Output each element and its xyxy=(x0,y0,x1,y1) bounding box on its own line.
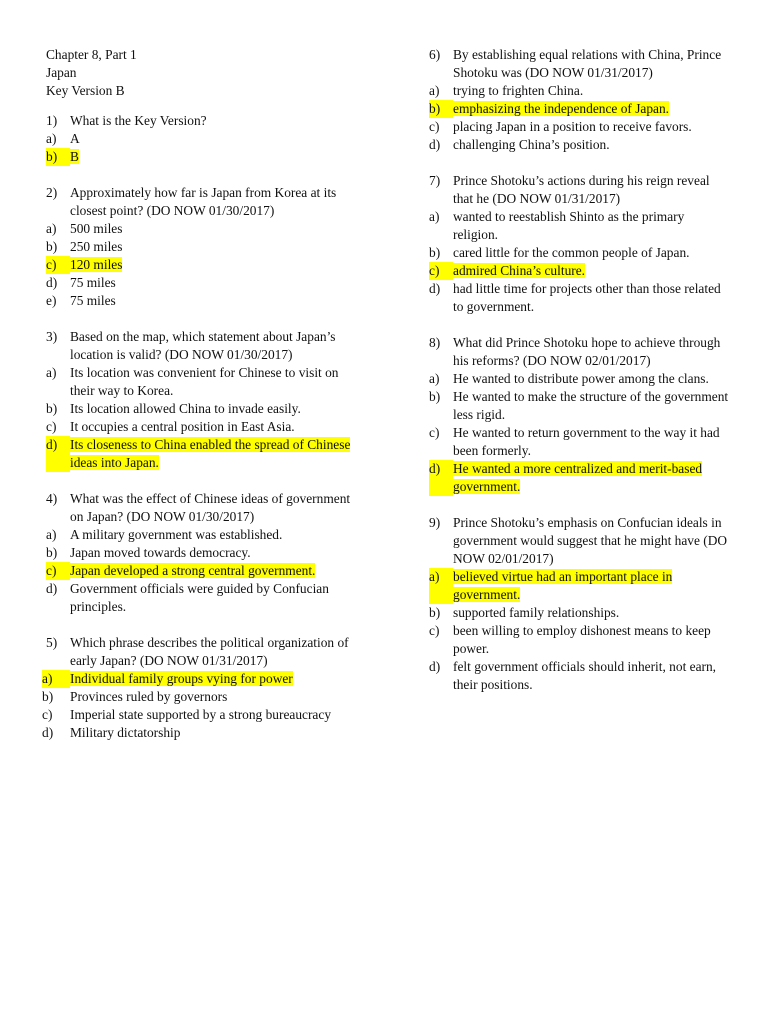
correct-answer-option xyxy=(46,562,364,580)
correct-answer-option xyxy=(46,148,364,166)
question-number: 3) xyxy=(46,329,58,344)
question-1 xyxy=(46,112,364,166)
answer-option xyxy=(429,208,729,244)
answer-option xyxy=(46,526,364,544)
option-text: admired China’s culture. xyxy=(453,263,586,278)
option-letter: a) xyxy=(42,670,70,688)
option-letter: c) xyxy=(46,256,70,274)
option-text: trying to frighten China. xyxy=(453,83,584,98)
answer-option xyxy=(46,418,364,436)
question-stem xyxy=(46,184,364,220)
option-text: He wanted to make the structure of the government less rigid. xyxy=(453,389,729,422)
option-text-wrapper xyxy=(453,622,729,658)
option-letter: b) xyxy=(46,239,58,254)
option-text: emphasizing the independence of Japan. xyxy=(453,101,670,116)
option-text: Military dictatorship xyxy=(70,725,181,740)
question-number: 6) xyxy=(429,47,441,62)
option-text: A military government was established. xyxy=(70,527,283,542)
option-text-wrapper xyxy=(453,82,729,100)
subject-title: Japan xyxy=(46,65,77,80)
option-letter: b) xyxy=(429,100,453,118)
option-text-wrapper xyxy=(70,724,364,742)
option-letter: a) xyxy=(46,527,57,542)
option-text-wrapper xyxy=(70,418,364,436)
option-text-wrapper xyxy=(70,400,364,418)
question-4 xyxy=(46,490,364,616)
option-letter: d) xyxy=(46,436,70,472)
answer-option xyxy=(429,370,729,388)
answer-option xyxy=(46,238,364,256)
answer-option xyxy=(429,118,729,136)
answer-option xyxy=(42,688,364,706)
left-column xyxy=(42,46,364,760)
correct-answer-option xyxy=(429,262,729,280)
option-text: Its location allowed China to invade easily. xyxy=(70,401,301,416)
option-letter: b) xyxy=(429,245,441,260)
option-letter: a) xyxy=(429,83,440,98)
question-8 xyxy=(429,334,729,496)
option-letter: c) xyxy=(429,119,440,134)
option-letter: a) xyxy=(46,131,57,146)
document-header xyxy=(46,46,364,100)
answer-option xyxy=(46,544,364,562)
answer-option xyxy=(429,658,729,694)
correct-answer-option xyxy=(42,670,364,688)
question-5 xyxy=(42,634,364,742)
option-text-wrapper xyxy=(70,292,364,310)
answer-option xyxy=(46,292,364,310)
option-letter: b) xyxy=(46,148,70,166)
question-text: Which phrase describes the political organization of early Japan? (DO NOW 01/31/2017) xyxy=(70,635,349,668)
option-text-wrapper xyxy=(70,148,364,166)
option-text: Imperial state supported by a strong bureaucracy xyxy=(70,707,332,722)
question-text: By establishing equal relations with China, Prince Shotoku was (DO NOW 01/31/2017) xyxy=(453,47,722,80)
question-7 xyxy=(429,172,729,316)
option-text-wrapper xyxy=(70,670,364,688)
option-letter: c) xyxy=(429,262,453,280)
correct-answer-option xyxy=(429,100,729,118)
answer-option xyxy=(46,364,364,400)
question-number: 5) xyxy=(46,635,58,650)
key-version-title: Key Version B xyxy=(46,83,125,98)
question-text: What was the effect of Chinese ideas of government on Japan? (DO NOW 01/30/2017) xyxy=(70,491,351,524)
option-text-wrapper xyxy=(453,280,729,316)
question-9 xyxy=(429,514,729,694)
option-text-wrapper xyxy=(453,262,729,280)
option-text: 250 miles xyxy=(70,239,123,254)
answer-option xyxy=(429,82,729,100)
option-text-wrapper xyxy=(453,568,729,604)
question-number: 9) xyxy=(429,515,441,530)
correct-answer-option xyxy=(46,256,364,274)
option-text-wrapper xyxy=(453,370,729,388)
option-letter: c) xyxy=(429,425,440,440)
option-text: believed virtue had an important place in government. xyxy=(453,569,673,602)
option-text: felt government officials should inherit, not earn, their positions. xyxy=(453,659,717,692)
option-text-wrapper xyxy=(70,562,364,580)
question-2 xyxy=(46,184,364,310)
option-text-wrapper xyxy=(453,424,729,460)
option-letter: c) xyxy=(46,419,57,434)
option-letter: d) xyxy=(429,659,441,674)
question-text: What did Prince Shotoku hope to achieve through his reforms? (DO NOW 02/01/2017) xyxy=(453,335,721,368)
question-text: Based on the map, which statement about Japan’s location is valid? (DO NOW 01/30/2017) xyxy=(70,329,336,362)
answer-option xyxy=(46,400,364,418)
option-text-wrapper xyxy=(70,526,364,544)
answer-option xyxy=(429,604,729,622)
option-text: He wanted a more centralized and merit-based government. xyxy=(453,461,703,494)
answer-option xyxy=(429,280,729,316)
answer-option xyxy=(42,706,364,724)
question-number: 7) xyxy=(429,173,441,188)
option-letter: b) xyxy=(429,605,441,620)
option-letter: b) xyxy=(429,389,441,404)
question-stem xyxy=(46,112,364,130)
option-text-wrapper xyxy=(70,130,364,148)
question-stem xyxy=(429,172,729,208)
option-text-wrapper xyxy=(70,580,364,616)
correct-answer-option xyxy=(429,568,729,604)
option-text: It occupies a central position in East Asia. xyxy=(70,419,295,434)
option-text-wrapper xyxy=(70,544,364,562)
option-text: 75 miles xyxy=(70,293,116,308)
answer-option xyxy=(46,130,364,148)
answer-option xyxy=(46,220,364,238)
option-text: Japan moved towards democracy. xyxy=(70,545,251,560)
option-text: B xyxy=(70,149,79,164)
question-number: 2) xyxy=(46,185,58,200)
answer-option xyxy=(42,724,364,742)
option-letter: a) xyxy=(46,221,57,236)
option-text: cared little for the common people of Japan. xyxy=(453,245,690,260)
option-text-wrapper xyxy=(453,244,729,262)
option-text-wrapper xyxy=(70,274,364,292)
option-text-wrapper xyxy=(453,658,729,694)
option-text-wrapper xyxy=(453,136,729,154)
option-letter: d) xyxy=(429,460,453,496)
option-text: challenging China’s position. xyxy=(453,137,610,152)
option-text: He wanted to return government to the way it had been formerly. xyxy=(453,425,720,458)
option-text-wrapper xyxy=(453,604,729,622)
option-letter: c) xyxy=(46,562,70,580)
option-text: 75 miles xyxy=(70,275,116,290)
answer-option xyxy=(429,388,729,424)
question-stem xyxy=(46,490,364,526)
question-number: 4) xyxy=(46,491,58,506)
option-text-wrapper xyxy=(70,436,364,472)
option-letter: d) xyxy=(46,275,58,290)
question-stem xyxy=(46,634,364,670)
option-text: A xyxy=(70,131,80,146)
question-6 xyxy=(429,46,729,154)
question-stem xyxy=(429,514,729,568)
question-text: Approximately how far is Japan from Korea at its closest point? (DO NOW 01/30/2017) xyxy=(70,185,337,218)
correct-answer-option xyxy=(46,436,364,472)
option-letter: a) xyxy=(46,365,57,380)
option-letter: a) xyxy=(429,209,440,224)
option-text: Government officials were guided by Confucian principles. xyxy=(70,581,329,614)
option-text: Its closeness to China enabled the spread of Chinese ideas into Japan. xyxy=(70,437,351,470)
chapter-title: Chapter 8, Part 1 xyxy=(46,47,137,62)
option-text-wrapper xyxy=(70,364,364,400)
question-stem xyxy=(429,334,729,370)
question-number: 8) xyxy=(429,335,441,350)
question-3 xyxy=(46,328,364,472)
option-letter: d) xyxy=(42,725,54,740)
answer-option xyxy=(46,580,364,616)
option-text-wrapper xyxy=(453,100,729,118)
option-text-wrapper xyxy=(70,256,364,274)
correct-answer-option xyxy=(429,460,729,496)
answer-option xyxy=(429,136,729,154)
question-stem xyxy=(429,46,729,82)
answer-option xyxy=(429,622,729,658)
option-letter: b) xyxy=(42,689,54,704)
question-text: What is the Key Version? xyxy=(70,113,207,128)
option-letter: e) xyxy=(46,293,57,308)
option-letter: d) xyxy=(46,581,58,596)
option-letter: b) xyxy=(46,545,58,560)
answer-option xyxy=(429,244,729,262)
option-text-wrapper xyxy=(453,388,729,424)
option-text: had little time for projects other than those related to government. xyxy=(453,281,721,314)
option-text-wrapper xyxy=(70,220,364,238)
answer-option xyxy=(46,274,364,292)
question-stem xyxy=(46,328,364,364)
option-text: Provinces ruled by governors xyxy=(70,689,228,704)
option-text: placing Japan in a position to receive favors. xyxy=(453,119,692,134)
option-letter: c) xyxy=(42,707,53,722)
option-text: Japan developed a strong central government. xyxy=(70,563,316,578)
option-text: wanted to reestablish Shinto as the primary religion. xyxy=(453,209,685,242)
option-text: been willing to employ dishonest means to keep power. xyxy=(453,623,711,656)
option-text-wrapper xyxy=(70,238,364,256)
answer-option xyxy=(429,424,729,460)
option-text-wrapper xyxy=(453,208,729,244)
question-number: 1) xyxy=(46,113,58,128)
option-text: supported family relationships. xyxy=(453,605,620,620)
option-letter: d) xyxy=(429,281,441,296)
option-text: Individual family groups vying for power xyxy=(70,671,293,686)
option-letter: d) xyxy=(429,137,441,152)
option-text: 120 miles xyxy=(70,257,123,272)
option-text: 500 miles xyxy=(70,221,123,236)
option-letter: a) xyxy=(429,371,440,386)
option-text: Its location was convenient for Chinese to visit on their way to Korea. xyxy=(70,365,339,398)
question-text: Prince Shotoku’s actions during his reign reveal that he (DO NOW 01/31/2017) xyxy=(453,173,710,206)
option-text-wrapper xyxy=(453,118,729,136)
option-text-wrapper xyxy=(453,460,729,496)
option-letter: a) xyxy=(429,568,453,604)
option-letter: b) xyxy=(46,401,58,416)
option-text-wrapper xyxy=(70,688,364,706)
right-column xyxy=(429,46,729,712)
option-text-wrapper xyxy=(70,706,364,724)
question-text: Prince Shotoku’s emphasis on Confucian ideals in government would suggest that he might have (DO NOW 02/01/2017) xyxy=(453,515,728,566)
option-text: He wanted to distribute power among the clans. xyxy=(453,371,709,386)
option-letter: c) xyxy=(429,623,440,638)
